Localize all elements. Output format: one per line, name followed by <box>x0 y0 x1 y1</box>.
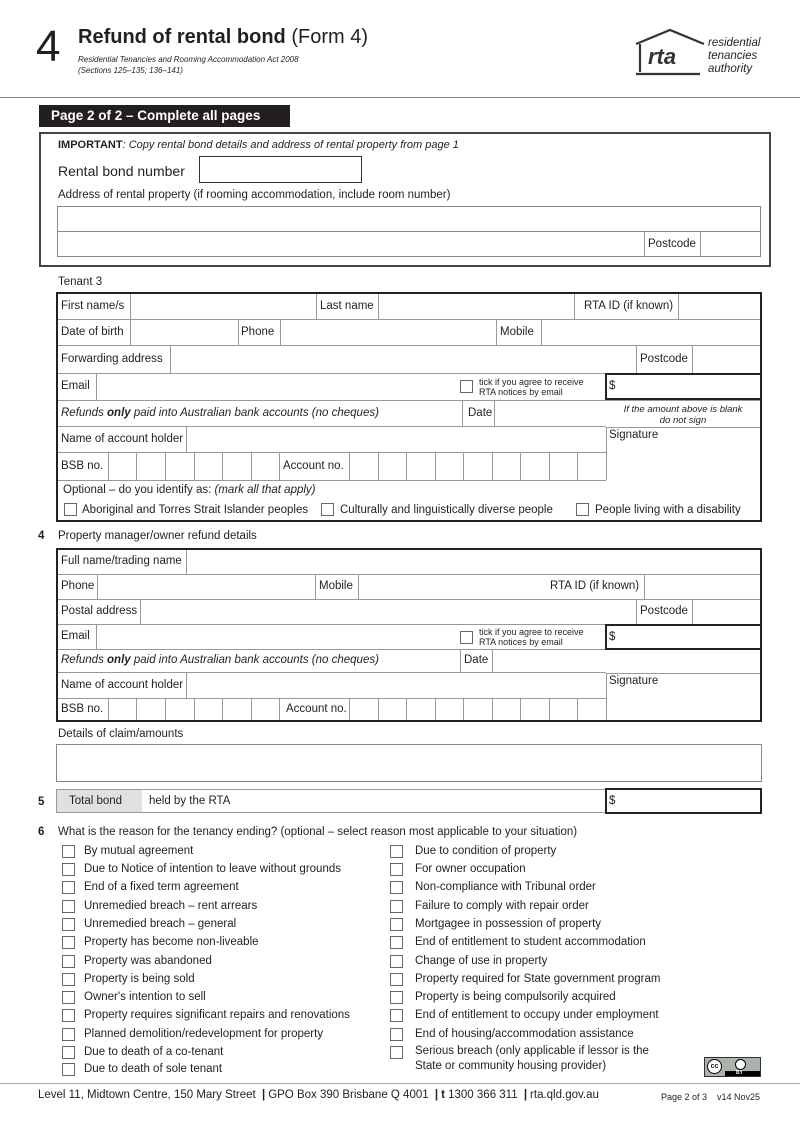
footer-sep: | <box>523 1089 528 1101</box>
reason-checkbox[interactable] <box>390 973 403 986</box>
t3-holder-input[interactable] <box>186 427 606 452</box>
t3-email-consent-checkbox[interactable] <box>460 380 473 393</box>
footer-sep: | <box>261 1089 266 1101</box>
reason-label-cont: State or community housing provider) <box>415 1060 607 1072</box>
address-label <box>58 189 450 201</box>
tenant3-row-name <box>58 294 760 320</box>
reason-checkbox[interactable] <box>390 991 403 1004</box>
s4-row-phone <box>58 575 760 600</box>
t3-holder-label: Name of account holder <box>61 433 184 445</box>
reason-label: End of housing/accommodation assistance <box>415 1028 634 1040</box>
footer-phone: 1300 366 311 <box>448 1089 518 1101</box>
details-input[interactable] <box>56 744 762 782</box>
t3-account-digit[interactable] <box>549 453 577 480</box>
sections-line: (Sections 125–135; 136–141) <box>78 66 183 75</box>
reason-label: End of a fixed term agreement <box>84 881 239 893</box>
divider <box>279 453 280 480</box>
reason-checkbox[interactable] <box>62 1028 75 1041</box>
t3-dob-label: Date of birth <box>61 326 124 338</box>
s4-row-postal <box>58 600 760 625</box>
identity-label-atsi: Aboriginal and Torres Strait Islander peoples <box>82 504 309 516</box>
tenant3-heading: Tenant 3 <box>58 276 103 288</box>
t3-optional-a: Optional – do you identify as: <box>63 484 215 496</box>
section6-heading-main: What is the reason for the tenancy ending? <box>58 826 278 838</box>
t3-account-digit[interactable] <box>435 453 463 480</box>
s4-account-digit[interactable] <box>435 699 463 720</box>
divider <box>279 699 280 720</box>
s4-bsb-label: BSB no. <box>61 703 104 715</box>
reason-label: Property is being compulsorily acquired <box>415 991 616 1003</box>
footer-divider <box>0 1083 800 1084</box>
reason-checkbox[interactable] <box>62 918 75 931</box>
t3-refunds-a: Refunds <box>61 407 108 419</box>
s4-account-digit[interactable] <box>378 699 406 720</box>
s4-row-name <box>58 550 760 575</box>
reason-label: Failure to comply with repair order <box>415 900 589 912</box>
s4-refunds-c: paid into Australian bank accounts (no cheques) <box>130 654 379 666</box>
footer-address: Level 11, Midtown Centre, 150 Mary Street <box>38 1089 256 1101</box>
reason-checkbox[interactable] <box>390 900 403 913</box>
reason-checkbox[interactable] <box>390 845 403 858</box>
reason-checkbox[interactable] <box>390 881 403 894</box>
reason-label: Mortgagee in possession of property <box>415 918 602 930</box>
t3-bsb-label: BSB no. <box>61 460 104 472</box>
t3-account-digit[interactable] <box>349 453 377 480</box>
t3-bsb-digit[interactable] <box>194 453 222 480</box>
s4-account-digit[interactable] <box>549 699 577 720</box>
s4-bsb-digit[interactable] <box>108 699 136 720</box>
t3-forwarding-input[interactable] <box>170 346 636 373</box>
t3-first-name-label: First name/s <box>61 300 125 312</box>
reason-label: Due to Notice of intention to leave without grounds <box>84 863 341 875</box>
s4-row-email <box>58 625 760 650</box>
details-label: Details of claim/amounts <box>58 728 184 740</box>
identity-label-disability: People living with a disability <box>595 504 741 516</box>
person-icon <box>735 1059 746 1070</box>
s4-phone-input[interactable] <box>97 575 315 599</box>
t3-blank-line1: If the amount above is blank <box>623 404 743 415</box>
address-label-bold: Address of rental property <box>58 189 191 201</box>
t3-refunds-note <box>61 407 379 419</box>
s4-mobile-input[interactable] <box>358 575 546 599</box>
form-number: 4 <box>36 22 61 71</box>
section4-table <box>56 548 762 722</box>
reason-label: Property is being sold <box>84 973 195 985</box>
reason-label: Property was abandoned <box>84 955 212 967</box>
reason-label: Due to death of sole tenant <box>84 1063 223 1075</box>
t3-phone-input[interactable] <box>280 320 496 345</box>
t3-dob-input[interactable] <box>130 320 238 345</box>
section4-number: 4 <box>38 530 45 542</box>
title-suffix: (Form 4) <box>291 26 368 48</box>
s4-date-input[interactable] <box>492 650 606 672</box>
t3-forwarding-label: Forwarding address <box>61 353 163 365</box>
tenant3-table <box>56 292 762 522</box>
important-box <box>39 132 771 267</box>
s4-account-digit[interactable] <box>463 699 491 720</box>
t3-account-digit[interactable] <box>406 453 434 480</box>
s4-holder-input[interactable] <box>186 673 606 698</box>
s4-tick-line2: RTA notices by email <box>479 637 563 647</box>
reason-label: Due to condition of property <box>415 845 557 857</box>
s4-account-digit[interactable] <box>520 699 548 720</box>
tenant3-row-forwarding <box>58 346 760 374</box>
footer-page: Page 2 of 3 <box>661 1092 708 1102</box>
footer-web[interactable]: rta.qld.gov.au <box>530 1089 599 1101</box>
divider <box>238 320 239 345</box>
s4-postcode-label: Postcode <box>640 605 688 617</box>
s4-date-label: Date <box>464 654 489 666</box>
tenant3-row-dob <box>58 320 760 346</box>
reason-checkbox[interactable] <box>62 991 75 1004</box>
reason-checkbox[interactable] <box>62 1046 75 1059</box>
s4-tick-note <box>479 627 584 647</box>
t3-bsb-digit[interactable] <box>251 453 279 480</box>
s4-account-digit[interactable] <box>577 699 605 720</box>
s4-email-input[interactable] <box>96 625 454 649</box>
divider <box>636 346 637 373</box>
s4-bsb-digit[interactable] <box>251 699 279 720</box>
t3-last-name-label: Last name <box>320 300 374 312</box>
reason-checkbox[interactable] <box>62 845 75 858</box>
divider <box>496 320 497 345</box>
s4-row-bank <box>58 699 606 720</box>
reason-label: Change of use in property <box>415 955 548 967</box>
org-name <box>708 37 760 76</box>
reason-checkbox[interactable] <box>62 936 75 949</box>
total-bond-input[interactable] <box>605 788 762 814</box>
reason-checkbox[interactable] <box>390 936 403 949</box>
s4-bsb-digit[interactable] <box>136 699 164 720</box>
org-line2: tenancies <box>708 50 758 62</box>
s4-bsb-digit[interactable] <box>222 699 250 720</box>
by-label: BY <box>736 1070 743 1076</box>
t3-refunds-b: only <box>107 407 131 419</box>
footer-t: t <box>441 1089 445 1101</box>
reason-label: Property required for State government program <box>415 973 661 985</box>
s4-account-digit[interactable] <box>349 699 377 720</box>
s4-row-refunds <box>58 650 606 673</box>
t3-blank-note <box>606 401 760 426</box>
t3-blank-line2: do not sign <box>659 415 707 426</box>
t3-last-name-input[interactable] <box>378 294 574 319</box>
t3-tick-line1: tick if you agree to receive <box>479 377 584 387</box>
s4-mobile-label: Mobile <box>319 580 353 592</box>
reason-label: Owner's intention to sell <box>84 991 206 1003</box>
reason-checkbox[interactable] <box>390 1009 403 1022</box>
identity-checkbox-disability[interactable] <box>576 503 589 516</box>
important-bold: IMPORTANT <box>58 139 123 151</box>
reason-checkbox[interactable] <box>390 918 403 931</box>
divider <box>316 294 317 319</box>
reason-checkbox[interactable] <box>390 863 403 876</box>
reason-checkbox[interactable] <box>62 955 75 968</box>
reason-label: Non-compliance with Tribunal order <box>415 881 596 893</box>
t3-rta-id-input[interactable] <box>678 294 760 319</box>
s4-account-no-label: Account no. <box>286 703 347 715</box>
s4-bsb-digit[interactable] <box>165 699 193 720</box>
reason-label: Property has become non-liveable <box>84 936 259 948</box>
s4-rta-id-input[interactable] <box>644 575 760 599</box>
t3-mobile-input[interactable] <box>541 320 760 345</box>
reason-checkbox[interactable] <box>62 863 75 876</box>
s4-email-consent-checkbox[interactable] <box>460 631 473 644</box>
t3-bsb-digit[interactable] <box>136 453 164 480</box>
bond-number-label: Rental bond number <box>58 163 185 179</box>
reason-label: Unremedied breach – rent arrears <box>84 900 258 912</box>
cc-icon: cc <box>707 1059 722 1074</box>
tenant3-row-bank <box>58 453 606 481</box>
reason-label: End of entitlement to student accommodation <box>415 936 646 948</box>
s4-postal-label: Postal address <box>61 605 138 617</box>
t3-postcode-label: Postcode <box>640 353 688 365</box>
held-by-rta: held by the RTA <box>149 795 231 807</box>
t3-signature-label: Signature <box>609 429 659 441</box>
s4-tick-line1: tick if you agree to receive <box>479 627 584 637</box>
t3-tick-note <box>479 377 584 397</box>
reason-label: Serious breach (only applicable if lessor is the <box>415 1045 649 1057</box>
bond-number-input[interactable] <box>199 156 362 183</box>
t3-account-digit[interactable] <box>463 453 491 480</box>
s4-signature-label: Signature <box>609 675 659 687</box>
s4-signature-box[interactable] <box>606 673 760 720</box>
reason-checkbox[interactable] <box>62 1063 75 1076</box>
org-line1: residential <box>708 37 761 49</box>
section6-number: 6 <box>38 826 45 838</box>
t3-date-label: Date <box>468 407 493 419</box>
footer-gpo: GPO Box 390 Brisbane Q 4001 <box>268 1089 429 1101</box>
reason-checkbox[interactable] <box>390 955 403 968</box>
t3-postcode-input[interactable] <box>692 346 760 373</box>
address-postcode-divider <box>644 232 645 256</box>
s4-refunds-b: only <box>107 654 131 666</box>
s4-dollar: $ <box>609 631 616 643</box>
t3-tick-line2: RTA notices by email <box>479 387 563 397</box>
section6-heading <box>58 826 577 838</box>
divider <box>636 600 637 624</box>
reason-checkbox[interactable] <box>62 881 75 894</box>
footer-sep: | <box>434 1089 439 1101</box>
s4-refunds-note <box>61 654 379 666</box>
t3-optional-b: (mark all that apply) <box>214 484 316 496</box>
total-bond-row <box>56 789 606 813</box>
s4-amount-input[interactable] <box>605 624 762 650</box>
t3-first-name-input[interactable] <box>130 294 316 319</box>
t3-refunds-c: paid into Australian bank accounts (no cheques) <box>130 407 379 419</box>
s4-postal-input[interactable] <box>140 600 636 624</box>
address-label-rest: (if rooming accommodation, include room number) <box>190 189 451 201</box>
t3-bsb-digit[interactable] <box>108 453 136 480</box>
total-bond-label: Total bond <box>57 790 142 812</box>
identity-checkbox-atsi[interactable] <box>64 503 77 516</box>
reason-label: Property requires significant repairs and renovations <box>84 1009 350 1021</box>
t3-bsb-digit[interactable] <box>222 453 250 480</box>
divider <box>315 575 316 599</box>
reason-label: For owner occupation <box>415 863 526 875</box>
t3-phone-label: Phone <box>241 326 275 338</box>
t3-dollar: $ <box>609 380 616 392</box>
s4-account-digit[interactable] <box>492 699 520 720</box>
act-line: Residential Tenancies and Rooming Accommodation Act 2008 <box>78 55 299 64</box>
t3-amount-input[interactable] <box>605 373 762 400</box>
t3-bsb-digit[interactable] <box>165 453 193 480</box>
address-line2-input[interactable] <box>57 231 761 257</box>
cc-by-badge <box>704 1057 761 1077</box>
reason-label: Planned demolition/redevelopment for property <box>84 1028 324 1040</box>
tenant3-row-email <box>58 374 760 401</box>
address-postcode-input[interactable] <box>700 232 760 256</box>
s4-full-name-label: Full name/trading name <box>61 555 182 567</box>
s4-account-digit[interactable] <box>406 699 434 720</box>
header-divider <box>0 97 800 98</box>
reason-label: Due to death of a co-tenant <box>84 1046 224 1058</box>
s4-holder-label: Name of account holder <box>61 679 184 691</box>
reason-label: End of entitlement to occupy under employment <box>415 1009 659 1021</box>
footer-version: v14 Nov25 <box>717 1092 761 1102</box>
important-text: : Copy rental bond details and address of rental property from page 1 <box>122 139 459 151</box>
reason-checkbox[interactable] <box>390 1046 403 1059</box>
t3-email-label: Email <box>61 380 90 392</box>
total-bond-dollar: $ <box>609 795 616 807</box>
t3-date-input[interactable] <box>494 401 606 426</box>
section5-number: 5 <box>38 796 45 808</box>
org-line3: authority <box>708 63 753 75</box>
s4-phone-label: Phone <box>61 580 95 592</box>
reason-label: Unremedied breach – general <box>84 918 237 930</box>
footer-contact <box>38 1089 599 1101</box>
t3-account-digit[interactable] <box>378 453 406 480</box>
t3-signature-box[interactable] <box>606 427 760 480</box>
section4-heading: Property manager/owner refund details <box>58 530 257 542</box>
t3-mobile-label: Mobile <box>500 326 534 338</box>
s4-postcode-input[interactable] <box>692 600 760 624</box>
t3-account-digit[interactable] <box>577 453 605 480</box>
s4-email-label: Email <box>61 630 90 642</box>
divider <box>460 650 461 672</box>
t3-rta-id-label: RTA ID (if known) <box>584 300 674 312</box>
important-note <box>58 139 459 151</box>
reason-checkbox[interactable] <box>62 1009 75 1022</box>
s4-row-holder <box>58 673 606 699</box>
page-banner: Page 2 of 2 – Complete all pages <box>39 105 290 127</box>
reason-checkbox[interactable] <box>62 900 75 913</box>
s4-full-name-input[interactable] <box>186 550 760 574</box>
t3-optional-label <box>63 484 316 496</box>
s4-rta-id-label: RTA ID (if known) <box>550 580 640 592</box>
address-line1-input[interactable] <box>57 206 761 232</box>
identity-label-cald: Culturally and linguistically diverse people <box>340 504 553 516</box>
s4-refunds-a: Refunds <box>61 654 108 666</box>
s4-bsb-digit[interactable] <box>194 699 222 720</box>
section6-heading-note: (optional – select reason most applicable to your situation) <box>277 826 578 838</box>
rta-logo <box>632 26 708 78</box>
address-postcode-label: Postcode <box>648 238 696 250</box>
divider <box>574 294 575 319</box>
reason-checkbox[interactable] <box>62 973 75 986</box>
identity-checkbox-cald[interactable] <box>321 503 334 516</box>
page-title <box>78 26 368 49</box>
t3-account-digit[interactable] <box>492 453 520 480</box>
t3-account-digit[interactable] <box>520 453 548 480</box>
reason-label: By mutual agreement <box>84 845 194 857</box>
logo-text: rta <box>648 44 677 69</box>
tenant3-row-holder <box>58 427 606 453</box>
reason-checkbox[interactable] <box>390 1028 403 1041</box>
t3-email-input[interactable] <box>96 374 454 400</box>
tenant3-row-refunds <box>58 401 606 427</box>
t3-account-no-label: Account no. <box>283 460 344 472</box>
title-main: Refund of rental bond <box>78 26 286 48</box>
divider <box>462 401 463 426</box>
